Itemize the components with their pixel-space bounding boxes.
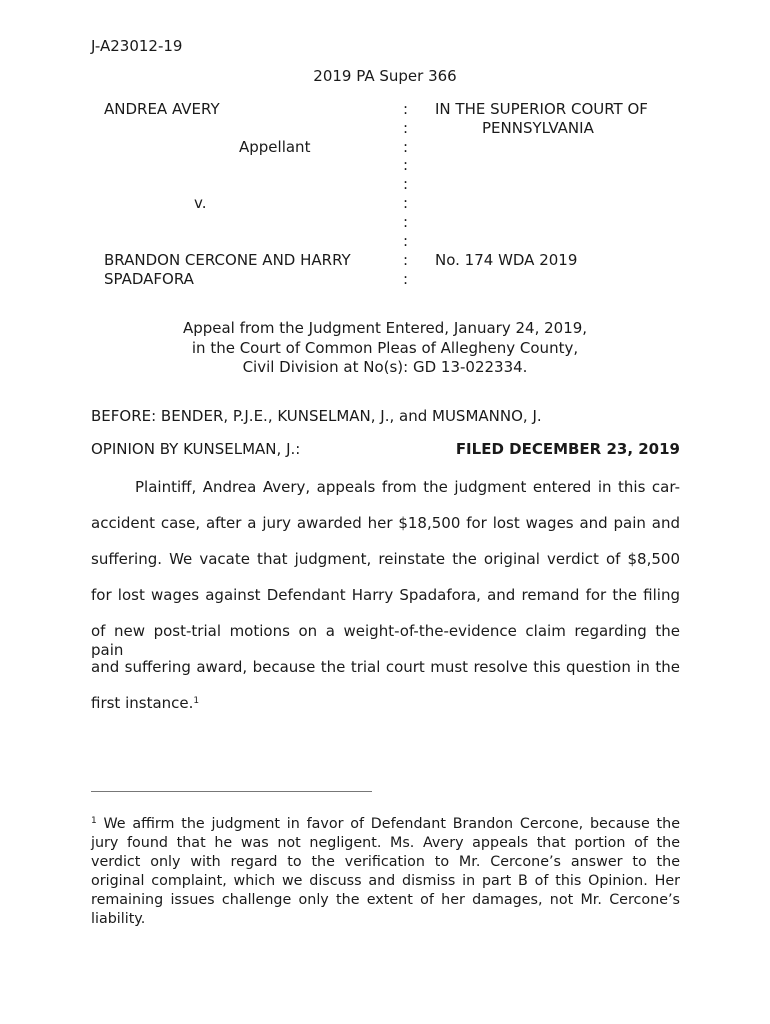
- footnote-marker: 1: [91, 816, 97, 826]
- appeal-line-1: Appeal from the Judgment Entered, January 24, 2019,: [182, 319, 588, 337]
- court-name-line-1: IN THE SUPERIOR COURT OF: [435, 100, 648, 118]
- caption-separator: :: [403, 251, 409, 269]
- caption-separator: :: [403, 194, 409, 212]
- footnote-line: original complaint, which we discuss and dismiss in part B of this Opinion. Her: [91, 873, 680, 889]
- versus: v.: [194, 194, 207, 212]
- footnote-line: verdict only with regard to the verification to Mr. Cercone’s answer to the: [91, 854, 680, 870]
- caption-separator: :: [403, 156, 409, 174]
- body-line: and suffering award, because the trial court must resolve this question in the: [91, 658, 680, 676]
- footnote-reference: 1: [193, 696, 200, 706]
- footnote-line: jury found that he was not negligent. Ms. Avery appeals that portion of the: [91, 835, 680, 851]
- opinion-author: OPINION BY KUNSELMAN, J.:: [91, 440, 301, 458]
- footnote: [91, 815, 680, 929]
- body-line: accident case, after a jury awarded her $18,500 for lost wages and pain and: [91, 514, 680, 532]
- plaintiff-name: ANDREA AVERY: [104, 100, 220, 118]
- footnote-line: remaining issues challenge only the extent of her damages, not Mr. Cercone’s: [91, 892, 680, 908]
- plaintiff-role: Appellant: [239, 138, 311, 156]
- caption-separator: :: [403, 232, 409, 250]
- court-name-line-2: PENNSYLVANIA: [482, 119, 594, 137]
- filed-date: FILED DECEMBER 23, 2019: [455, 440, 680, 458]
- appeal-line-3: Civil Division at No(s): GD 13-022334.: [242, 358, 528, 376]
- appeal-line-2: in the Court of Common Pleas of Allegheny County,: [191, 338, 579, 357]
- docket-number: J-A23012-19: [91, 37, 183, 55]
- body-line: suffering. We vacate that judgment, reinstate the original verdict of $8,500: [91, 550, 680, 568]
- footnote-line: [91, 815, 680, 834]
- body-line: for lost wages against Defendant Harry Spadafora, and remand for the filing: [91, 586, 680, 604]
- caption-separator: :: [403, 175, 409, 193]
- appeal-description: [0, 319, 770, 378]
- body-line: of new post-trial motions on a weight-of-the-evidence claim regarding the pain: [91, 622, 680, 659]
- caption-separator: :: [403, 213, 409, 231]
- case-citation: 2019 PA Super 366: [313, 67, 457, 85]
- body-line-last: [91, 694, 199, 713]
- defendants-line-1: BRANDON CERCONE AND HARRY: [104, 251, 351, 269]
- caption-separator: :: [403, 270, 409, 288]
- defendants-line-2: SPADAFORA: [104, 270, 194, 288]
- body-text: first instance.: [91, 694, 194, 712]
- caption-separator: :: [403, 119, 409, 137]
- footnote-text: We affirm the judgment in favor of Defendant Brandon Cercone, because the: [96, 816, 680, 832]
- case-number: No. 174 WDA 2019: [435, 251, 578, 269]
- caption-separator: :: [403, 138, 409, 156]
- caption-separator: :: [403, 100, 409, 118]
- footnote-line: liability.: [91, 911, 146, 927]
- panel-before: BEFORE: BENDER, P.J.E., KUNSELMAN, J., and MUSMANNO, J.: [91, 407, 542, 425]
- footnote-divider: [91, 791, 372, 792]
- body-line: Plaintiff, Andrea Avery, appeals from the judgment entered in this car-: [135, 478, 680, 496]
